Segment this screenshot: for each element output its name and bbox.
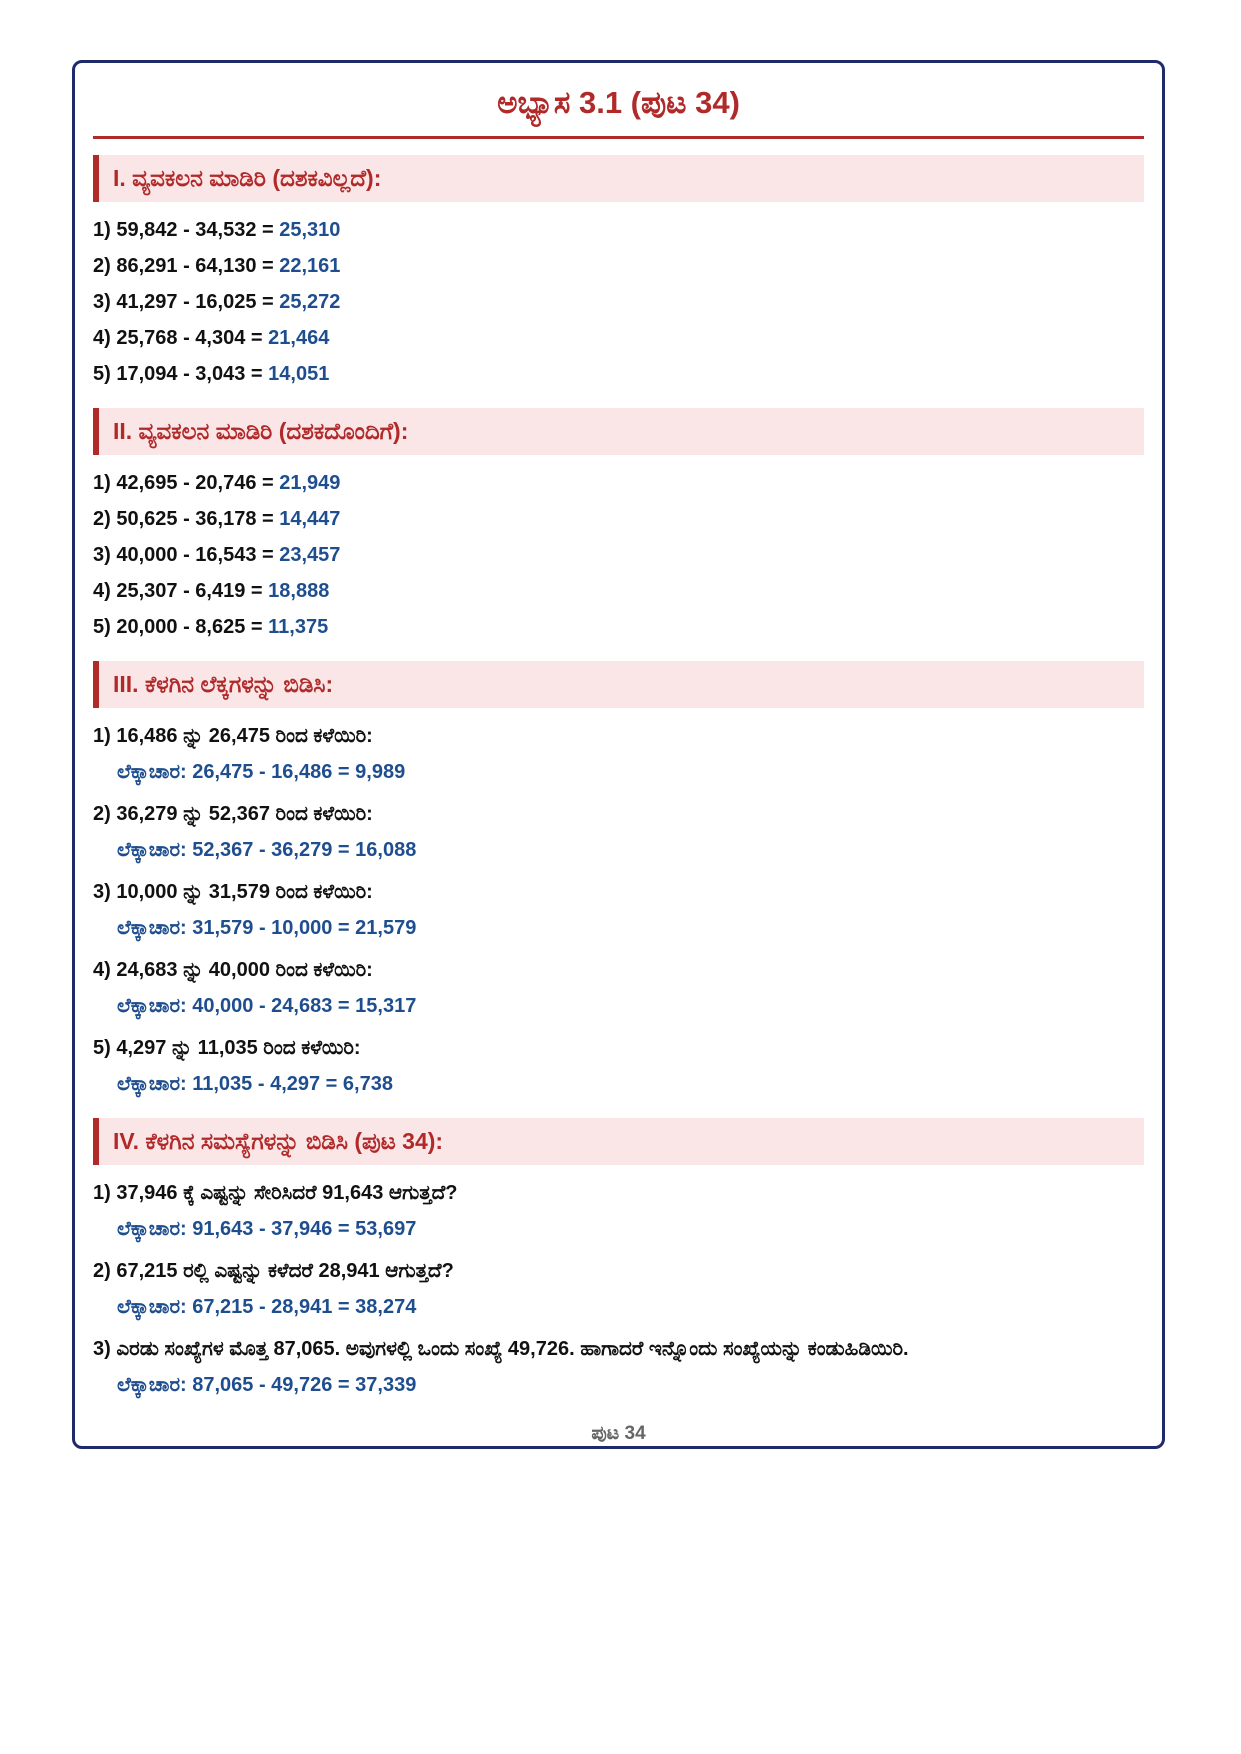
problem-question: 1) 16,486 ನ್ನು 26,475 ರಿಂದ ಕಳೆಯಿರಿ: [93,725,373,747]
answer-text: 11,375 [268,616,329,638]
exercise-row [93,284,1144,320]
problem-item [93,952,1144,1024]
section-heading-2: II. ವ್ಯವಕಲನ ಮಾಡಿರಿ (ದಶಕದೊಂದಿಗೆ): [93,408,1144,455]
answer-text: 18,888 [268,580,330,602]
page-number: ಪುಟ 34 [591,1423,646,1444]
problem-question: 2) 67,215 ರಲ್ಲಿ ಎಷ್ಟನ್ನು ಕಳೆದರೆ 28,941 ಆಗುತ್ತದೆ? [93,1260,454,1282]
calculation-line: ಲೆಕ್ಕಾಚಾರ: 40,000 - 24,683 = 15,317 [117,995,417,1017]
problem-item [93,874,1144,946]
problem-item [93,1030,1144,1102]
problem-question: 4) 24,683 ನ್ನು 40,000 ರಿಂದ ಕಳೆಯಿರಿ: [93,959,373,981]
problem-item [93,1331,1144,1403]
question-text: 1) 59,842 - 34,532 = [93,219,280,241]
calculation-line: ಲೆಕ್ಕಾಚಾರ: 91,643 - 37,946 = 53,697 [117,1218,417,1240]
exercise-row [93,248,1144,284]
answer-text: 22,161 [279,255,341,277]
question-text: 3) 40,000 - 16,543 = [93,544,280,566]
answer-text: 14,051 [268,363,330,385]
answer-text: 25,272 [279,291,341,313]
calculation-line: ಲೆಕ್ಕಾಚಾರ: 87,065 - 49,726 = 37,339 [117,1374,417,1396]
answer-text: 23,457 [279,544,341,566]
section-heading-3: III. ಕೆಳಗಿನ ಲೆಕ್ಕಗಳನ್ನು ಬಿಡಿಸಿ: [93,661,1144,708]
exercise-row [93,356,1144,392]
calculation-line: ಲೆಕ್ಕಾಚಾರ: 31,579 - 10,000 = 21,579 [117,917,417,939]
exercise-row [93,609,1144,645]
calculation-line: ಲೆಕ್ಕಾಚಾರ: 67,215 - 28,941 = 38,274 [117,1296,417,1318]
calculation-line: ಲೆಕ್ಕಾಚಾರ: 52,367 - 36,279 = 16,088 [117,839,417,861]
exercise-row [93,320,1144,356]
problem-question: 1) 37,946 ಕ್ಕೆ ಎಷ್ಟನ್ನು ಸೇರಿಸಿದರೆ 91,643 ಆಗುತ್ತದೆ? [93,1182,458,1204]
calculation-line: ಲೆಕ್ಕಾಚಾರ: 11,035 - 4,297 = 6,738 [117,1073,393,1095]
problem-item [93,1175,1144,1247]
calculation-line: ಲೆಕ್ಕಾಚಾರ: 26,475 - 16,486 = 9,989 [117,761,406,783]
question-text: 1) 42,695 - 20,746 = [93,472,280,494]
question-text: 4) 25,768 - 4,304 = [93,327,269,349]
problem-item [93,718,1144,790]
answer-text: 21,949 [279,472,341,494]
exercise-row [93,537,1144,573]
section-heading-4: IV. ಕೆಳಗಿನ ಸಮಸ್ಯೆಗಳನ್ನು ಬಿಡಿಸಿ (ಪುಟ 34): [93,1118,1144,1165]
question-text: 5) 20,000 - 8,625 = [93,616,269,638]
question-text: 4) 25,307 - 6,419 = [93,580,269,602]
question-text: 3) 41,297 - 16,025 = [93,291,280,313]
answer-text: 14,447 [279,508,341,530]
worksheet-card [72,60,1165,1449]
answer-text: 21,464 [268,327,330,349]
question-text: 2) 50,625 - 36,178 = [93,508,280,530]
problem-question: 2) 36,279 ನ್ನು 52,367 ರಿಂದ ಕಳೆಯಿರಿ: [93,803,373,825]
section-heading-1: I. ವ್ಯವಕಲನ ಮಾಡಿರಿ (ದಶಕವಿಲ್ಲದೆ): [93,155,1144,202]
problem-question: 5) 4,297 ನ್ನು 11,035 ರಿಂದ ಕಳೆಯಿರಿ: [93,1037,361,1059]
question-text: 2) 86,291 - 64,130 = [93,255,280,277]
exercise-row [93,573,1144,609]
exercise-row [93,465,1144,501]
problem-question: 3) ಎರಡು ಸಂಖ್ಯೆಗಳ ಮೊತ್ತ 87,065. ಅವುಗಳಲ್ಲಿ ಒಂದು ಸಂಖ್ಯೆ 49,726. ಹಾಗಾದರೆ ಇನ್ನೊಂದು ಸಂಖ್ಯೆಯನ್ನು ಕಂಡುಹಿಡಿಯಿರಿ. [93,1338,909,1360]
problem-question: 3) 10,000 ನ್ನು 31,579 ರಿಂದ ಕಳೆಯಿರಿ: [93,881,373,903]
question-text: 5) 17,094 - 3,043 = [93,363,269,385]
problem-item [93,796,1144,868]
answer-text: 25,310 [279,219,341,241]
exercise-row [93,501,1144,537]
problem-item [93,1253,1144,1325]
exercise-row [93,212,1144,248]
page-title: ಅಭ್ಯಾಸ 3.1 (ಪುಟ 34) [93,85,1144,139]
